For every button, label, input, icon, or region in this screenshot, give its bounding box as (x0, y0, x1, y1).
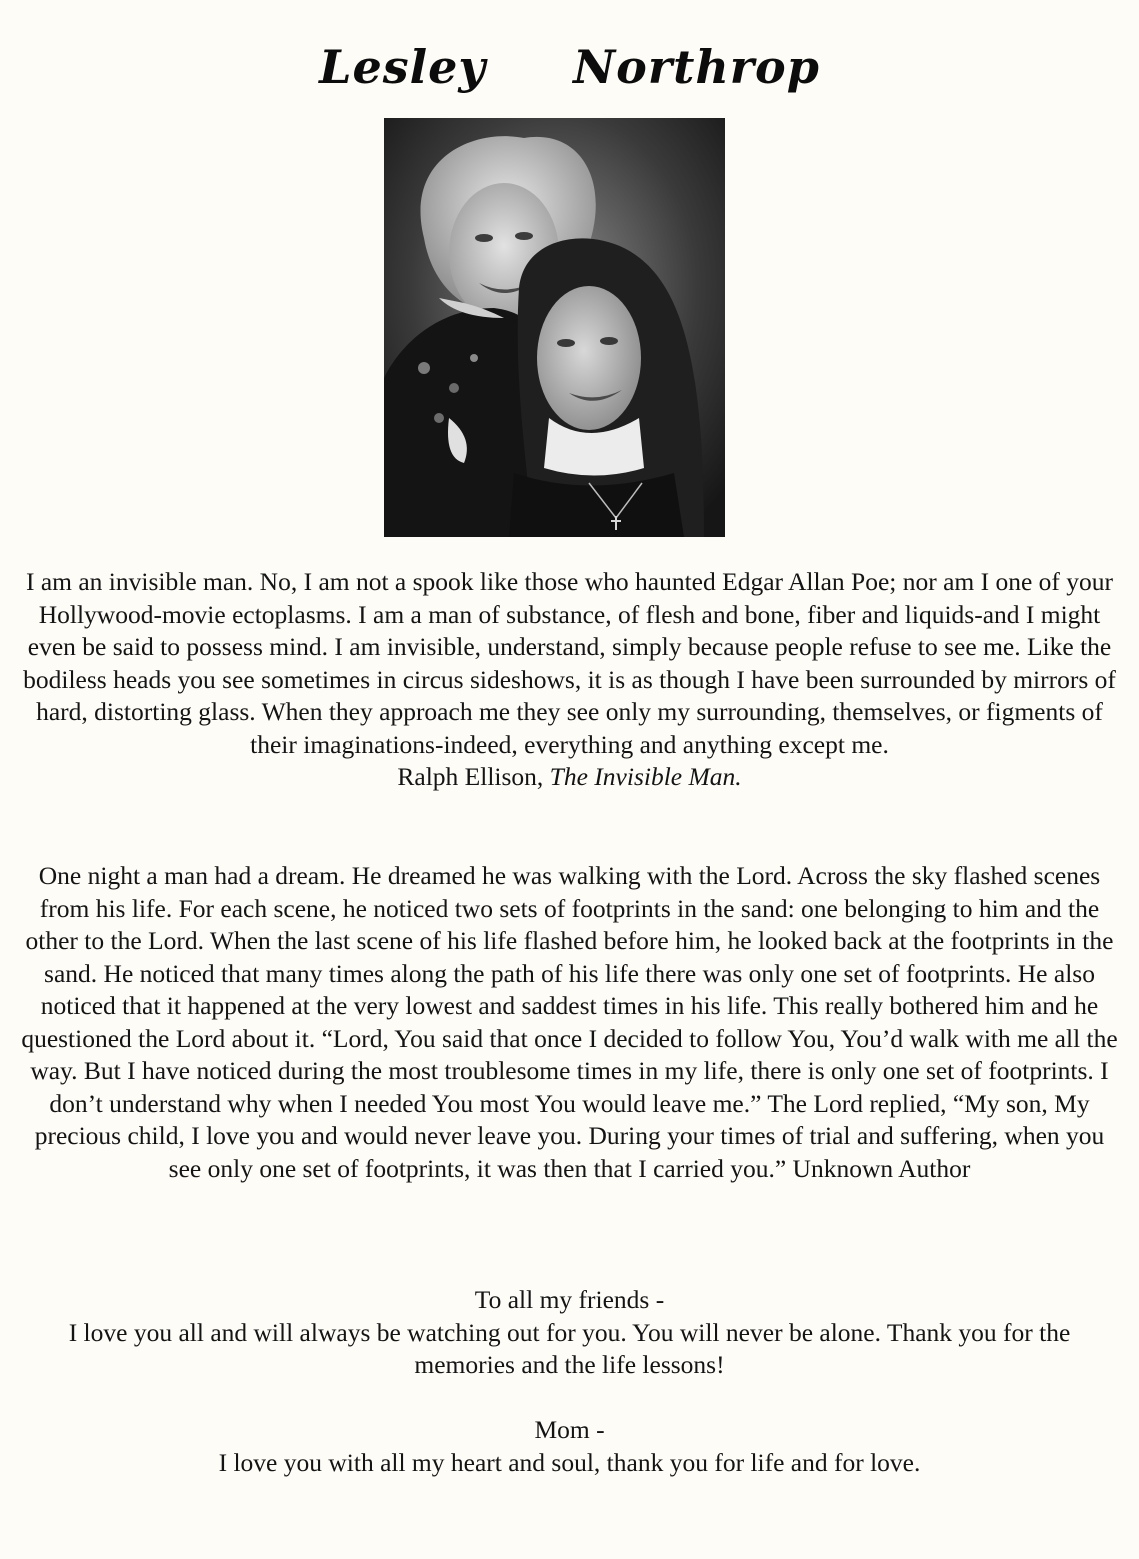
quote1-text: I am an invisible man. No, I am not a spook like those who haunted Edgar Allan Poe; nor am I one of your Hollywood-movie ectoplasms. I am a man of substance, of flesh and bone, fiber and liquids-and I might even be said to possess mind. I am invisible, understand, simply because people refuse to see me. Like the bodiless heads you see sometimes in circus sideshows, it is as though I have been surrounded by mirrors of hard, distorting glass. When they approach me they see only my surrounding, themselves, or figments of their imaginations-indeed, everything and anything except me. (23, 567, 1116, 759)
title-last-name: Northrop (573, 40, 820, 94)
portrait-photo (384, 118, 725, 537)
mom-heading: Mom - (534, 1415, 605, 1444)
quote1-author: Ralph Ellison, (397, 762, 544, 791)
invisible-man-quote (20, 566, 1119, 794)
quote1-attribution (20, 761, 1119, 794)
quote2-text: One night a man had a dream. He dreamed he was walking with the Lord. Across the sky flashed scenes from his life. For each scene, he noticed two sets of footprints in the sand: one belonging to him and the other to the Lord. When the last scene of his life flashed before him, he looked back at the footprints in the sand. He noticed that many times along the path of his life there was only one set of footprints. He also noticed that it happened at the very lowest and saddest times in his life. This really bothered him and he questioned the Lord about it. “Lord, You said that once I decided to follow You, You’d walk with me all the way. But I have noticed during the most troublesome times in my life, there is only one set of footprints. I don’t understand why when I needed You most You would leave me.” The Lord replied, “My son, My precious child, I love you and would never leave you. During your times of trial and suffering, when you see only one set of footprints, it was then that I carried you.” Unknown Author (21, 861, 1118, 1183)
friends-text: I love you all and will always be watching out for you. You will never be alone. Thank you for the memories and the life lessons! (68, 1317, 1071, 1379)
friends-heading: To all my friends - (474, 1285, 665, 1314)
quote1-book-title: The Invisible Man. (549, 762, 742, 791)
mom-text: I love you with all my heart and soul, thank you for life and for love. (218, 1447, 921, 1477)
title-first-name: Lesley (319, 40, 487, 94)
friends-message (20, 1284, 1119, 1382)
page-title (0, 40, 1139, 94)
mom-message (20, 1414, 1119, 1479)
footprints-poem (20, 860, 1119, 1185)
